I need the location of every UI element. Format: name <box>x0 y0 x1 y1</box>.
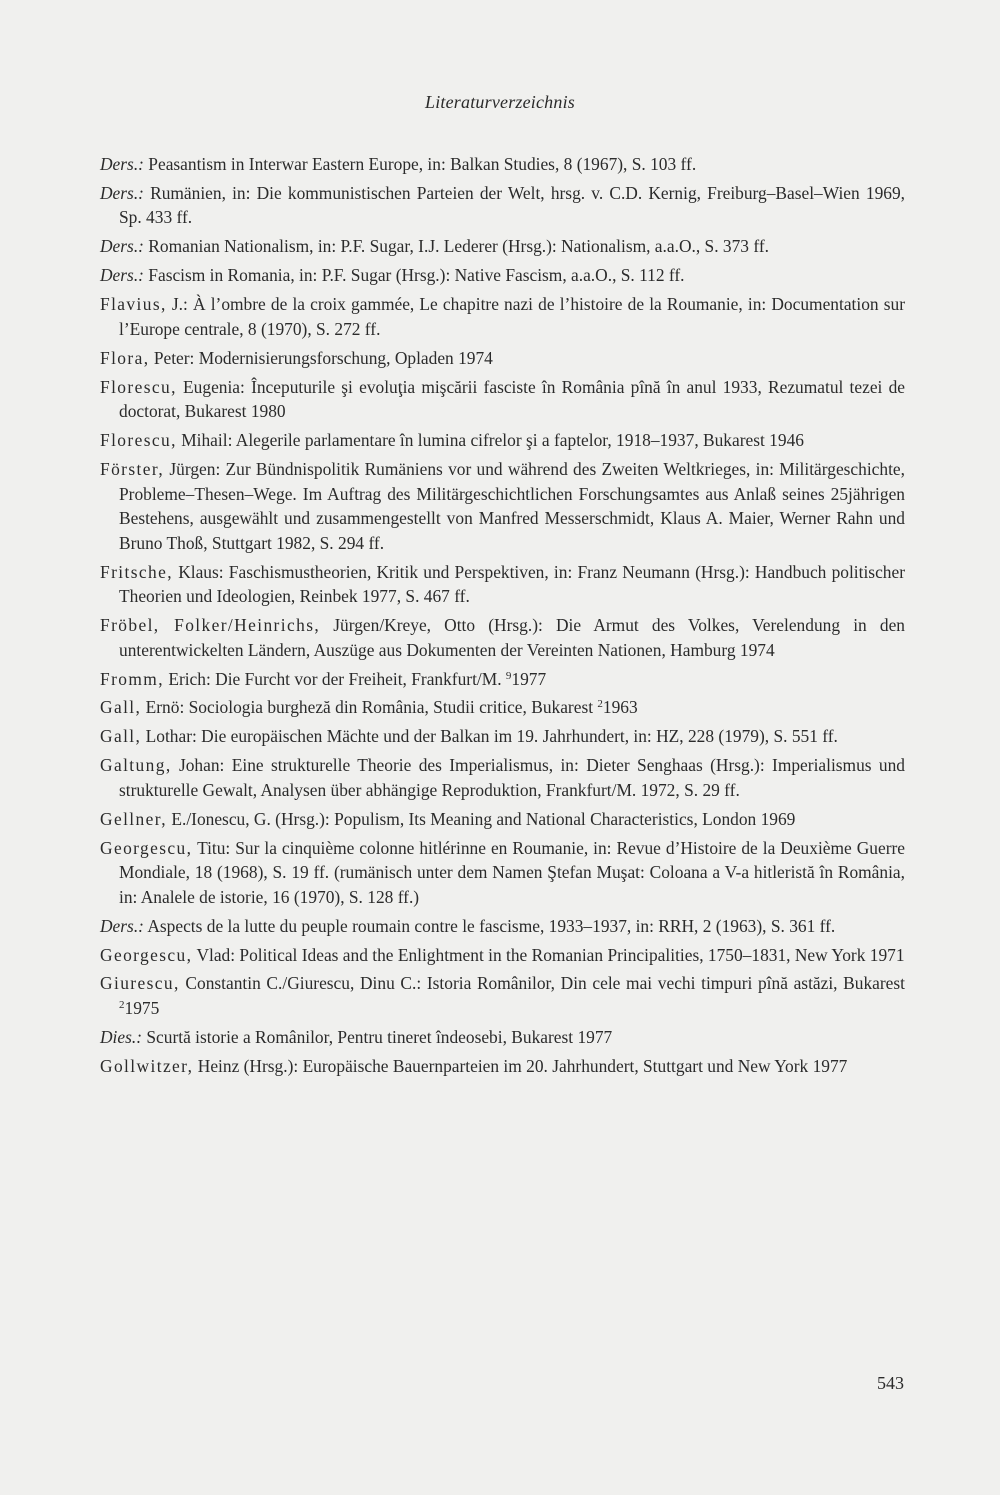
edition-superscript: 2 <box>119 999 125 1012</box>
entry-text: Aspects de la lutte du peuple roumain contre le fascisme, 1933–1937, in: RRH, 2 (1963), S. 361 ff. <box>143 915 836 936</box>
entry-author: Ders.: <box>100 236 144 257</box>
entry-text: E./Ionescu, G. (Hrsg.): Populism, Its Meaning and National Characteristics, London 1969 <box>167 808 796 829</box>
entry-author: Ders.: <box>100 265 144 286</box>
bibliography-entry <box>100 807 905 832</box>
entry-author: Dies.: <box>100 1026 143 1047</box>
entry-author: Flavius, <box>100 294 167 315</box>
entry-text: Eugenia: Începuturile şi evoluţia mişcării fasciste în România pînă în anul 1933, Rezumatul tezei de doctorat, Bukarest 1980 <box>119 376 905 422</box>
entry-text-tail: 1975 <box>124 998 160 1019</box>
entry-text: J.: À l’ombre de la croix gammée, Le chapitre nazi de l’histoire de la Roumanie, in: Documentation sur l’Europe centrale, 8 (1970), S. 272 ff. <box>119 294 905 339</box>
bibliography-entry <box>100 613 905 662</box>
entry-text: Erich: Die Furcht vor der Freiheit, Frankfurt/M. <box>163 668 506 689</box>
bibliography-entry <box>100 292 905 341</box>
entry-text: Constantin C./Giurescu, Dinu C.: Istoria Românilor, Din cele mai vechi timpuri pînă astăzi, Bukarest <box>179 973 905 994</box>
bibliography-entry <box>100 695 905 720</box>
edition-superscript: 2 <box>597 698 603 711</box>
bibliography-entry <box>100 346 905 371</box>
entry-text: Romanian Nationalism, in: P.F. Sugar, I.J. Lederer (Hrsg.): Nationalism, a.a.O., S. 373 ff. <box>143 236 769 257</box>
bibliography-entry <box>100 457 905 555</box>
bibliography-entry <box>100 971 905 1020</box>
bibliography-entry <box>100 943 905 968</box>
entry-author: Förster, <box>100 458 165 479</box>
entry-text: Ernö: Sociologia burgheză din România, Studii critice, Bukarest <box>141 697 598 718</box>
entry-text: Jürgen/Kreye, Otto (Hrsg.): Die Armut des Volkes, Verelendung in den unterentwickelten Ländern, Auszüge aus Dokumenten der Vereinten Nationen, Hamburg 1974 <box>119 615 906 660</box>
entry-text: Rumänien, in: Die kommunistischen Parteien der Welt, hrsg. v. C.D. Kernig, Freiburg–Basel–Wien 1969, Sp. 433 ff. <box>119 182 905 228</box>
entry-text: Vlad: Political Ideas and the Enlightment in the Romanian Principalities, 1750–1831, New York 1971 <box>192 944 905 965</box>
entry-author: Flora, <box>100 347 150 368</box>
bibliography-entry <box>100 181 905 230</box>
entry-text: Johan: Eine strukturelle Theorie des Imperialismus, in: Dieter Senghaas (Hrsg.): Imperialismus und strukturelle Gewalt, Analysen über abhängige Reproduktion, Frankfurt/M. 1972, S. 29 ff. <box>119 755 905 800</box>
edition-superscript: 9 <box>505 669 512 682</box>
entry-text: Klaus: Faschismustheorien, Kritik und Perspektiven, in: Franz Neumann (Hrsg.): Handbuch politischer Theorien und Ideologien, Reinbek 1977, S. 467 ff. <box>119 561 905 607</box>
entry-author: Fröbel, Folker/Heinrichs, <box>100 615 321 636</box>
entry-author: Giurescu, <box>100 973 180 994</box>
bibliography-entry <box>100 753 905 802</box>
entry-text: Peasantism in Interwar Eastern Europe, in: Balkan Studies, 8 (1967), S. 103 ff. <box>143 154 697 174</box>
page-number: 543 <box>877 1373 904 1393</box>
entry-author: Fritsche, <box>100 561 173 582</box>
bibliography-entry <box>100 1054 905 1079</box>
entry-author: Galtung, <box>100 755 172 776</box>
bibliography-entry <box>100 724 905 749</box>
entry-author: Gollwitzer, <box>100 1055 194 1076</box>
entry-text: Scurtă istorie a Românilor, Pentru tineret îndeosebi, Bukarest 1977 <box>142 1026 613 1047</box>
entry-text: Heinz (Hrsg.): Europäische Bauernparteien im 20. Jahrhundert, Stuttgart und New York 1977 <box>193 1055 848 1076</box>
entry-author: Florescu, <box>100 430 177 451</box>
bibliography-entry <box>100 263 905 288</box>
entry-text-tail: 1977 <box>511 668 547 689</box>
bibliography-entry <box>100 560 905 609</box>
bibliography-entry <box>100 667 905 692</box>
entry-author: Ders.: <box>100 182 144 203</box>
bibliography-entry <box>100 234 905 259</box>
entry-text: Jürgen: Zur Bündnispolitik Rumäniens vor und während des Zweiten Weltkrieges, in: Militärgeschichte, Probleme–Thesen–Wege. Im Auftrag des Militärgeschichtlichen Forschungsamtes aus Anlaß seines 25jährigen Bestehens, ausgewählt und zusammengestellt von Manfred Messerschmidt, Klaus A. Maier, Werner Rahn und Bruno Thoß, Stuttgart 1982, S. 294 ff. <box>119 458 905 553</box>
entry-author: Gall, <box>100 697 142 718</box>
bibliography-entry <box>100 152 905 177</box>
entry-author: Georgescu, <box>100 837 193 858</box>
bibliography-entry <box>100 914 905 939</box>
bibliography-entry <box>100 375 905 424</box>
entry-text: Mihail: Alegerile parlamentare în lumina cifrelor şi a faptelor, 1918–1937, Bukarest 1946 <box>176 430 804 451</box>
entry-text: Fascism in Romania, in: P.F. Sugar (Hrsg.): Native Fascism, a.a.O., S. 112 ff. <box>143 265 685 286</box>
bibliography-entry <box>100 1025 905 1050</box>
entry-author: Ders.: <box>100 154 144 174</box>
bibliography-list <box>100 152 905 1083</box>
entry-author: Ders.: <box>100 915 144 936</box>
running-head: Literaturverzeichnis <box>425 92 575 112</box>
entry-text-tail: 1963 <box>602 697 638 718</box>
entry-author: Georgescu, <box>100 944 193 965</box>
entry-text: Lothar: Die europäischen Mächte und der Balkan im 19. Jahrhundert, in: HZ, 228 (1979), S. 551 ff. <box>141 726 838 747</box>
entry-author: Gellner, <box>100 808 167 829</box>
entry-author: Fromm, <box>100 668 164 689</box>
bibliography-entry <box>100 836 905 910</box>
entry-text: Titu: Sur la cinquième colonne hitlérinne en Roumanie, in: Revue d’Histoire de la Deuxième Guerre Mondiale, 18 (1968), S. 19 ff. (rumänisch unter dem Namen Ştefan Muşat: Coloana a V-a hitleristă în România, in: Analele de istorie, 16 (1970), S. 128 ff.) <box>119 837 905 907</box>
entry-author: Florescu, <box>100 376 177 397</box>
entry-author: Gall, <box>100 726 142 747</box>
bibliography-entry <box>100 428 905 453</box>
entry-text: Peter: Modernisierungsforschung, Opladen 1974 <box>149 347 493 368</box>
